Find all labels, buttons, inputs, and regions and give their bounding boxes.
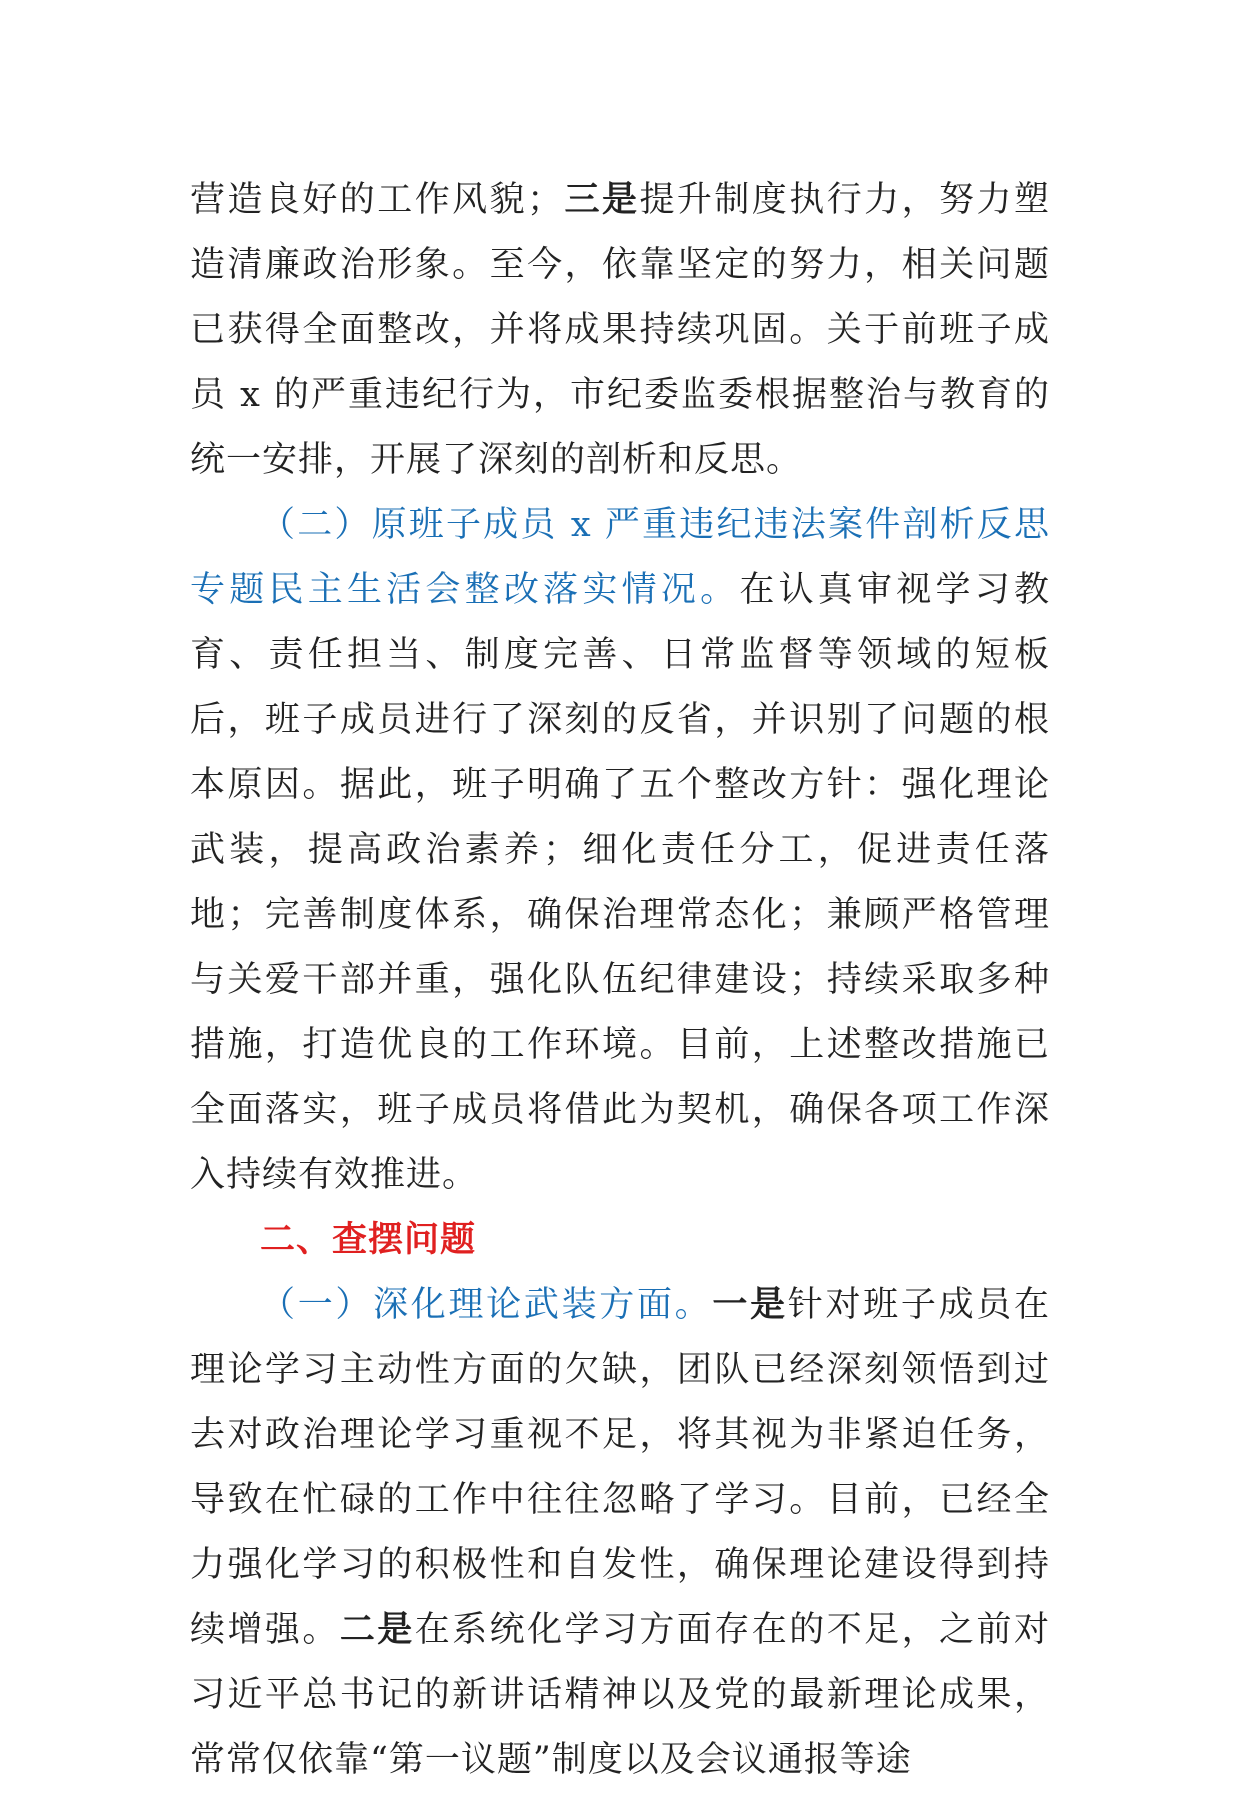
paragraph-text: 针对班子成员在理论学习主动性方面的欠缺，团队已经深刻领悟到过去对政治理论学习重视不足，将其视为非紧迫任务，导致在忙碌的工作中往往忽略了学习。目前，已经全力强化学习的积极性和自发性，确保理论建设得到持续增强。 [190,1285,1050,1650]
subsection-heading: （一）深化理论武装方面。 [260,1285,713,1325]
paragraph-rectification-status [190,493,1050,1208]
paragraph-text: 营造良好的工作风貌； [190,180,564,220]
section-heading [190,1208,1050,1273]
paragraph-text: 在系统化学习方面存在的不足，之前对习近平总书记的新讲话精神以及党的最新理论成果，常常仅依靠“第一议题”制度以及会议通报等途 [190,1610,1050,1780]
document-body [190,168,1050,1793]
paragraph-text: 提升制度执行力，努力塑造清廉政治形象。至今，依靠坚定的努力，相关问题已获得全面整改，并将成果持续巩固。关于前班子成员 x 的严重违纪行为，市纪委监委根据整治与教育的统一安排，开展了深刻的剖析和反思。 [190,180,1050,480]
section-heading-text: 二、查摆问题 [260,1220,477,1260]
emphasis-text: 一是 [712,1285,788,1325]
paragraph-continuation [190,168,1050,493]
subsection-heading: （二）原班子成员 x 严重违纪违法案件剖析反思专题民主生活会整改落实情况。 [190,505,1050,610]
emphasis-text: 三是 [563,180,640,220]
emphasis-text: 二是 [339,1610,415,1650]
paragraph-theory-armament [190,1273,1050,1793]
paragraph-text: 在认真审视学习教育、责任担当、制度完善、日常监督等领域的短板后，班子成员进行了深刻的反省，并识别了问题的根本原因。据此，班子明确了五个整改方针：强化理论武装，提高政治素养；细化责任分工，促进责任落地；完善制度体系，确保治理常态化；兼顾严格管理与关爱干部并重，强化队伍纪律建设；持续采取多种措施，打造优良的工作环境。目前，上述整改措施已全面落实，班子成员将借此为契机，确保各项工作深入持续有效推进。 [190,570,1050,1195]
